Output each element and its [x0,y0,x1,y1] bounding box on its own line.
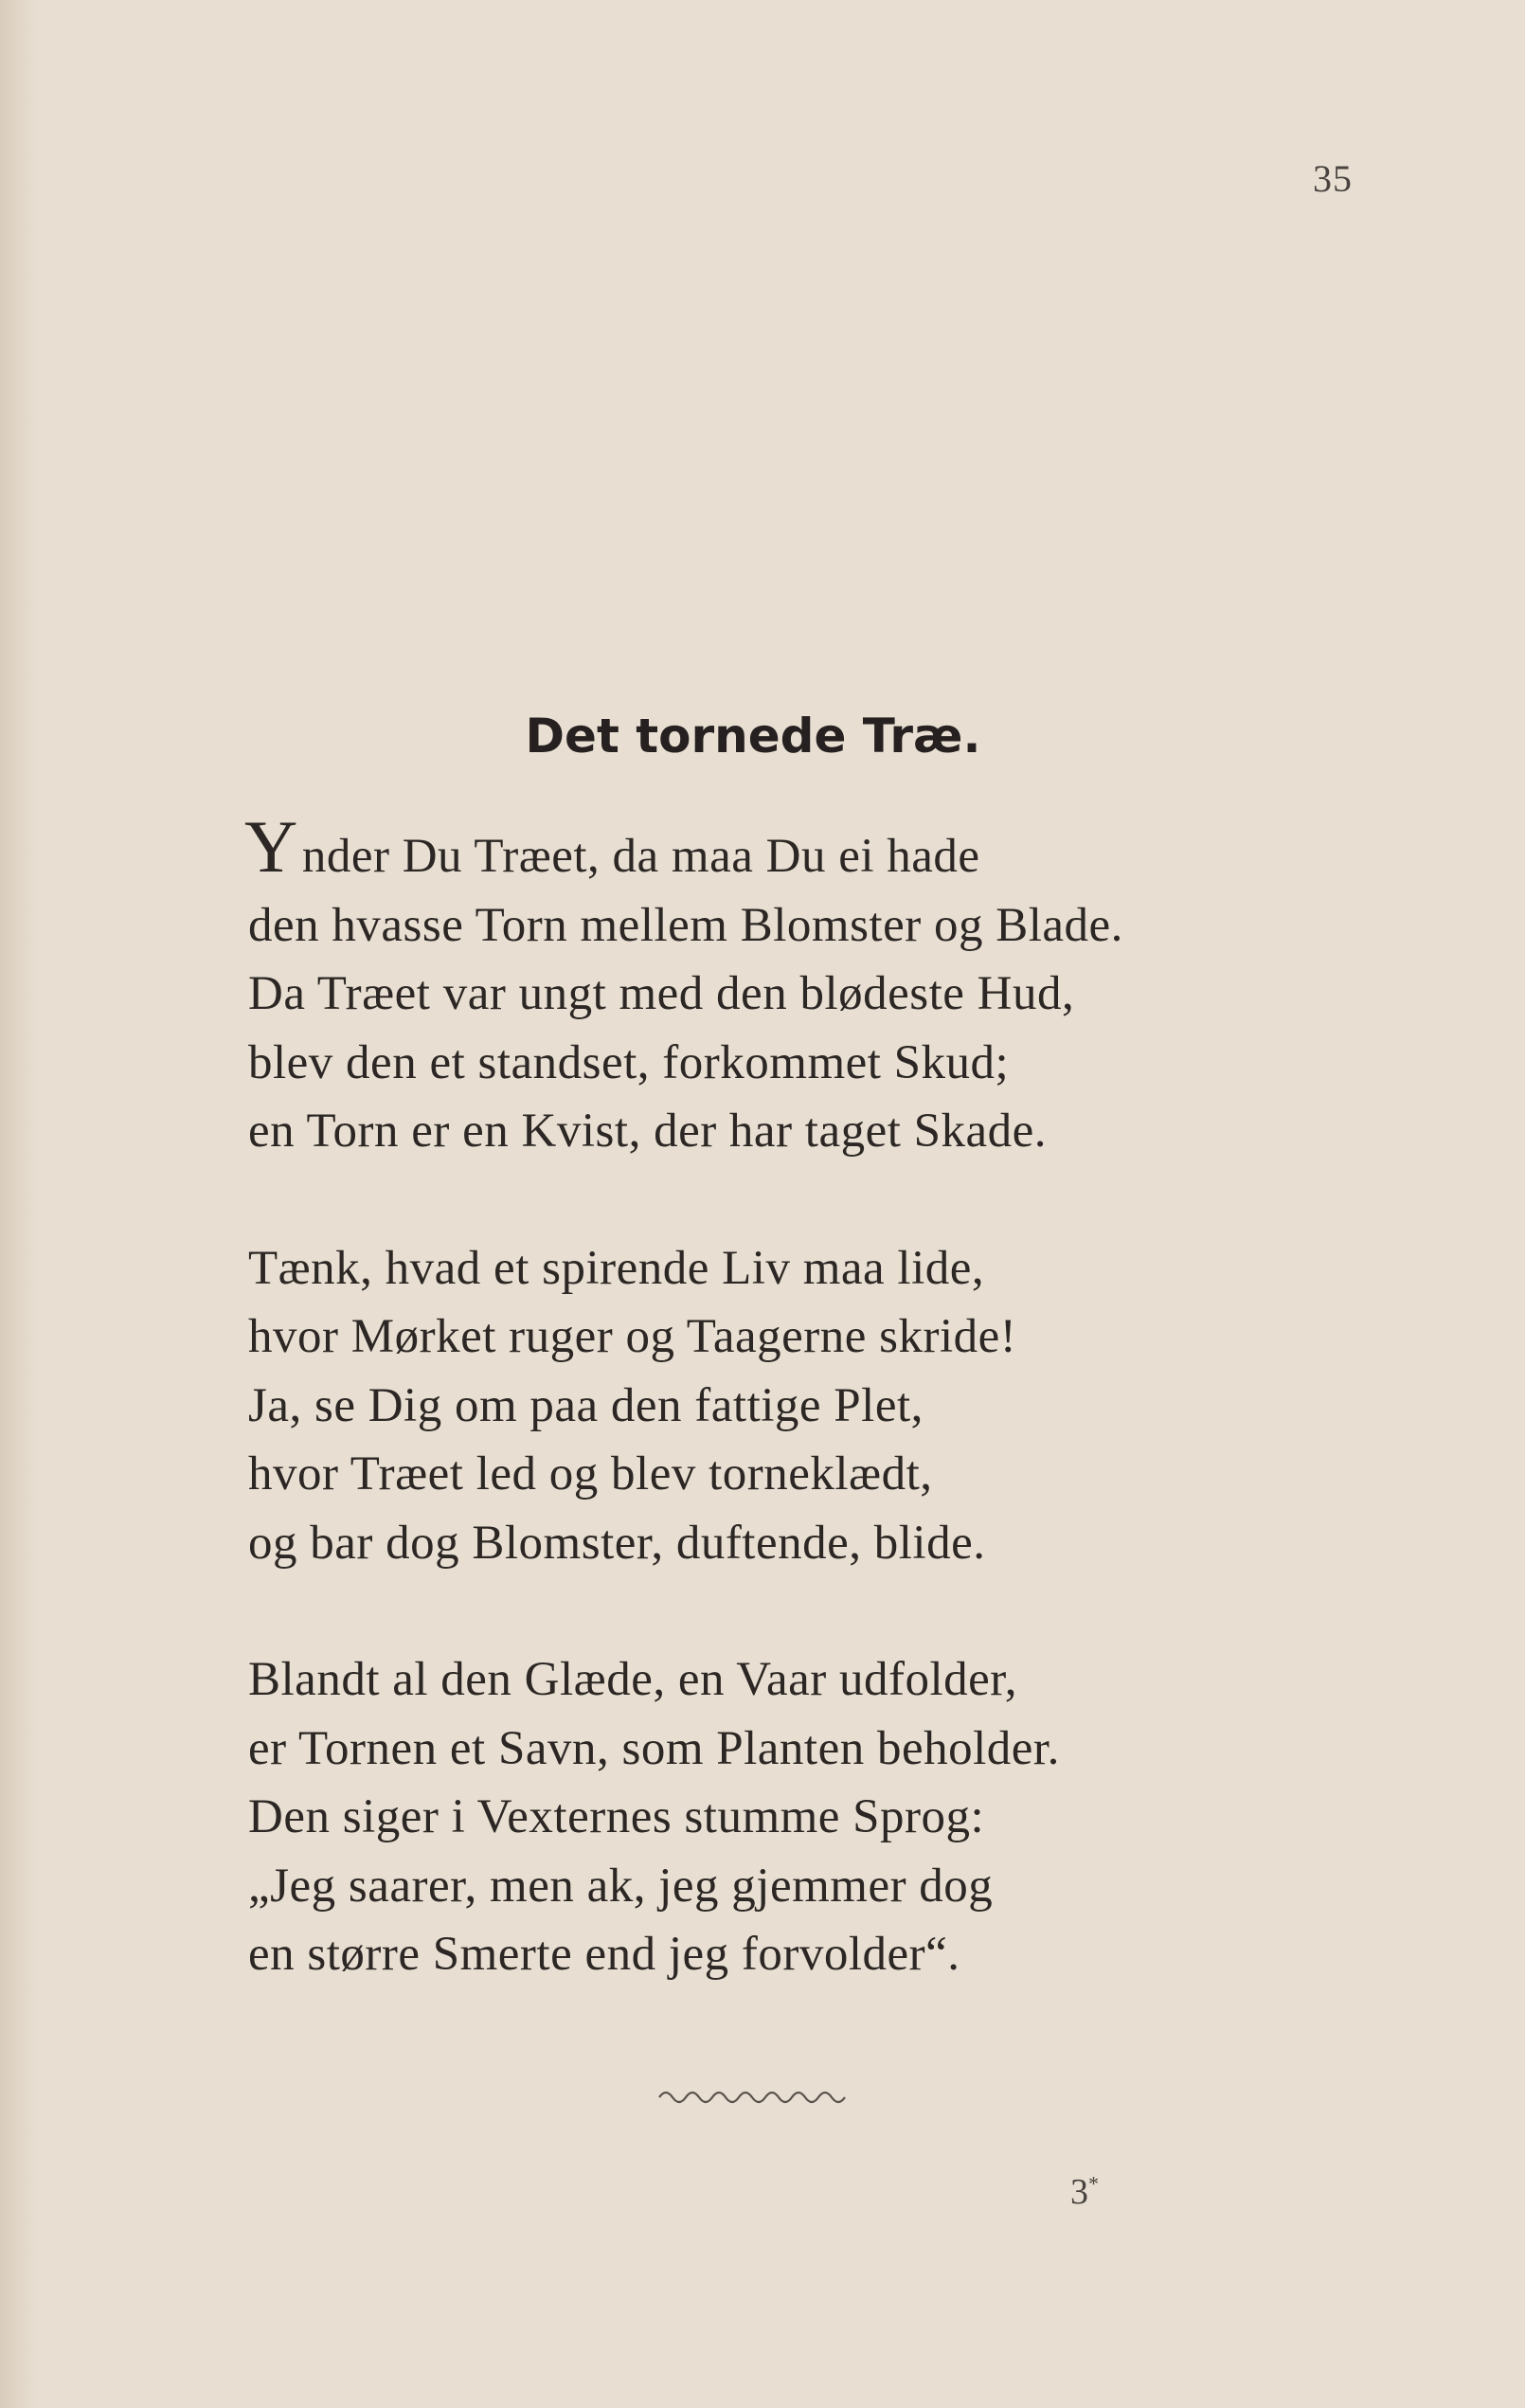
poem-line [244,805,1123,891]
page-number: 35 [1313,157,1353,200]
poem-line: Ja, se Dig om paa den fattige Plet, [248,1378,924,1432]
poem-line-text: nder Du Træet, da maa Du ei hade [301,830,980,883]
poem-line: den hvasse Torn mellem Blomster og Blade. [248,898,1123,952]
poem-line: og bar dog Blomster, duftende, blide. [248,1516,986,1570]
poem-line: „Jeg saarer, men ak, jeg gjemmer dog [248,1859,994,1913]
poem-line: Den siger i Vexternes stumme Sprog: [248,1790,985,1843]
poem-line: blev den et standset, forkommet Skud; [248,1035,1010,1089]
signature-asterisk: * [1088,2171,1099,2196]
poem-line: hvor Mørket ruger og Taagerne skride! [248,1310,1017,1363]
signature-number: 3 [1070,2172,1088,2212]
poem-title: Det tornede Træ. [525,709,981,764]
poem-line: en større Smerte end jeg forvolder“. [248,1928,960,1981]
wavy-divider-ornament [657,2084,856,2107]
poem-line: er Tornen et Savn, som Planten beholder. [248,1721,1060,1775]
stanza-1 [244,805,1123,1166]
drop-cap: Y [244,805,298,888]
signature-mark [1070,2171,1099,2213]
poem-line: en Torn er en Kvist, der har taget Skade. [248,1105,1048,1158]
poem-body [244,805,1123,1989]
poem-line: hvor Træet led og blev torneklædt, [248,1447,933,1501]
stanza-3 [248,1645,1123,1989]
poem-line: Tænk, hvad et spirende Liv maa lide, [248,1241,985,1295]
poem-line: Blandt al den Glæde, en Vaar udfolder, [248,1653,1017,1706]
poem-line: Da Træet var ungt med den blødeste Hud, [248,967,1075,1020]
stanza-2 [248,1234,1123,1578]
